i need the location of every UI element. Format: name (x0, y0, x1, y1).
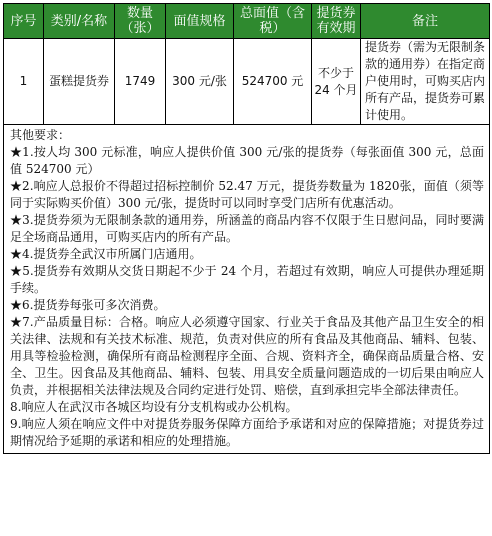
requirement-item-6: ★6.提货券每张可多次消费。 (10, 298, 166, 312)
table-row (4, 39, 490, 125)
header-category: 类别/名称 (44, 4, 115, 39)
header-quantity: 数量（张） (115, 4, 166, 39)
requirements-cell (4, 125, 490, 454)
requirement-item-4: ★4.提货券全武汉市所属门店通用。 (10, 247, 202, 261)
requirement-item-5: ★5.提货券有效期从交货日期起不少于 24 个月，若超过有效期，响应人可提供办理延期手续。 (10, 264, 484, 295)
header-validity: 提货券有效期 (312, 4, 361, 39)
requirements-title: 其他要求： (10, 128, 71, 142)
requirement-item-2: ★2.响应人总报价不得超过招标控制价 52.47 万元，提货券数量为 1820张，面值（须等同于实际购买价值）300 元/张，提货时可以同时享受门店所有优惠活动。 (10, 179, 484, 210)
cell-index: 1 (4, 39, 44, 125)
requirement-item-9: 9.响应人须在响应文件中对提货券服务保障方面给予承诺和对应的保障措施；对提货券过期情况给予延期的承诺和相应的处理措施。 (10, 417, 484, 448)
requirement-item-3: ★3.提货券须为无限制条款的通用券，所涵盖的商品内容不仅限于生日慰问品，同时要满足全场商品通用，可购买店内的所有产品。 (10, 213, 484, 244)
cell-validity: 不少于24 个月 (312, 39, 361, 125)
cell-category: 蛋糕提货券 (44, 39, 115, 125)
requirement-item-8: 8.响应人在武汉市各城区均设有分支机构或办公机构。 (10, 400, 298, 414)
header-row (4, 4, 490, 39)
cell-quantity: 1749 (115, 39, 166, 125)
procurement-spec-sheet (3, 3, 489, 454)
cell-total-value: 524700 元 (234, 39, 312, 125)
header-index: 序号 (4, 4, 44, 39)
requirement-item-1: ★1.按人均 300 元标准，响应人提供价值 300 元/张的提货券（每张面值 300 元，总面值 524700 元） (10, 145, 484, 176)
spec-table (3, 3, 490, 454)
requirement-item-7: ★7.产品质量目标：合格。响应人必须遵守国家、行业关于食品及其他产品卫生安全的相关法律、法规和有关技术标准、规范，负责对供应的所有食品及其他商品、辅料、包装、用具等检验检测，确保所有商品检测程序全面、合规、资料齐全，确保商品质量合格、安全、卫生。因食品及其他商品、辅料、包装、用具安全质量问题造成的一切后果由响应人负责，并根据相关法律法规及合同约定进行处罚、赔偿，直到承担完毕全部法律责任。 (10, 315, 484, 397)
header-face-value: 面值规格 (166, 4, 234, 39)
requirements-row (4, 125, 490, 454)
header-note: 备注 (361, 4, 490, 39)
cell-face-value: 300 元/张 (166, 39, 234, 125)
header-total-value: 总面值（含税） (234, 4, 312, 39)
cell-note: 提货券（需为无限制条款的通用券）在指定商户使用时，可购买店内所有产品，提货券可累计使用。 (361, 39, 490, 125)
